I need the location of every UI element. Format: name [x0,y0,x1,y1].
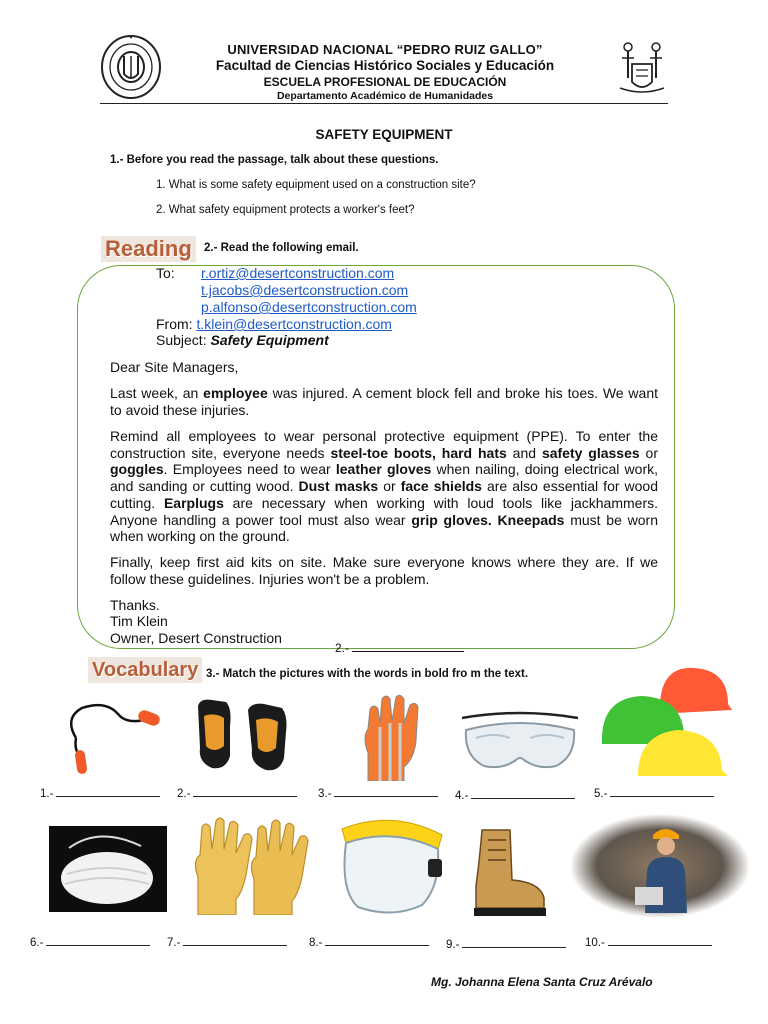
worker-photo-image [569,813,751,924]
email-to-2[interactable]: t.jacobs@desertconstruction.com [201,282,409,298]
email-blank-item [335,640,464,657]
answer-7-blank[interactable] [183,935,287,946]
email-blank-line[interactable] [352,641,464,652]
email-subject-row [156,332,329,349]
section3-instruction: 3.- Match the pictures with the words in bold fro m the text. [206,668,529,680]
author-footer: Mg. Johanna Elena Santa Cruz Arévalo [431,975,653,989]
email-to-1[interactable]: r.ortiz@desertconstruction.com [201,265,395,281]
answer-6-blank[interactable] [46,935,150,946]
safety-goggles-image [460,708,580,785]
email-paragraph-2: Remind all employees to wear personal protective equipment (PPE). To enter the construction site, everyone needs steel-toe boots, hard hats and safety glasses or goggles. Employees need to wear leather gloves when nailing, doing electrical work, and sanding or cutting wood. Dust masks or face shields are also essential for wood cutting. Earplugs are necessary when working with loud tools like jackhammers. Anyone handling a power tool must also wear grip gloves. Kneepads must be worn when working on the ground. [110,428,659,545]
answer-2-blank[interactable] [193,786,297,797]
email-blank-label: 2.- [335,641,350,655]
answer-4: 4.- [455,788,575,802]
email-to-3[interactable]: p.alfonso@desertconstruction.com [201,299,417,315]
answer-4-blank[interactable] [471,788,575,799]
email-from-label: From: [156,316,193,332]
answer-10-blank[interactable] [608,935,712,946]
university-seal-left [100,34,162,105]
university-name: UNIVERSIDAD NACIONAL “PEDRO RUIZ GALLO” [227,42,543,57]
email-from[interactable]: t.klein@desertconstruction.com [196,316,392,332]
dust-mask-image [49,826,167,912]
email-from-row [156,316,392,333]
email-greeting: Dear Site Managers, [110,359,239,375]
school-name: ESCUELA PROFESIONAL DE EDUCACIÓN [263,75,507,89]
email-signature-name: Tim Klein [110,613,168,629]
email-to-label: To: [156,265,175,281]
email-subject-label: Subject: [156,332,207,348]
face-shield-image [336,815,448,922]
answer-9-blank[interactable] [462,937,566,948]
steel-toe-boot-image [470,826,550,923]
answer-2: 2.- [177,786,297,800]
answer-8-blank[interactable] [325,935,429,946]
email-signature-title: Owner, Desert Construction [110,630,282,646]
email-paragraph-1: Last week, an employee was injured. A cement block fell and broke his toes. We want to avoid these injuries. [110,385,659,418]
answer-8: 8.- [309,935,429,949]
hard-hats-image [598,660,732,787]
section2-instruction: 2.- Read the following email. [204,242,359,254]
answer-9: 9.- [446,937,566,951]
answer-3: 3.- [318,786,438,800]
header-text [160,42,610,102]
vocabulary-badge: Vocabulary [88,657,202,683]
leather-gloves-image [192,815,312,920]
answer-7: 7.- [167,935,287,949]
question-1: 1. What is some safety equipment used on a construction site? [156,179,476,191]
answer-1: 1.- [40,786,160,800]
section1-instruction: 1.- Before you read the passage, talk about these questions. [110,154,439,166]
faculty-name: Facultad de Ciencias Histórico Sociales y Educación [215,58,555,73]
answer-5: 5.- [594,786,714,800]
kneepads-image [190,696,296,785]
earplugs-image [62,698,162,785]
faculty-emblem-right [614,38,670,103]
grip-glove-image [360,693,426,786]
answer-6: 6.- [30,935,150,949]
email-paragraph-3: Finally, keep first aid kits on site. Make sure everyone knows where they are. If we follow these guidelines. Injuries won't be a problem. [110,554,658,587]
answer-1-blank[interactable] [56,786,160,797]
answer-5-blank[interactable] [610,786,714,797]
answer-3-blank[interactable] [334,786,438,797]
header-divider [100,103,668,104]
department-name: Departamento Académico de Humanidades [276,90,494,102]
email-subject: Safety Equipment [210,332,329,348]
reading-badge: Reading [101,236,196,262]
page-title: SAFETY EQUIPMENT [315,127,453,142]
answer-10: 10.- [585,935,712,949]
question-2: 2. What safety equipment protects a worker's feet? [156,204,415,216]
email-thanks: Thanks. [110,597,160,613]
